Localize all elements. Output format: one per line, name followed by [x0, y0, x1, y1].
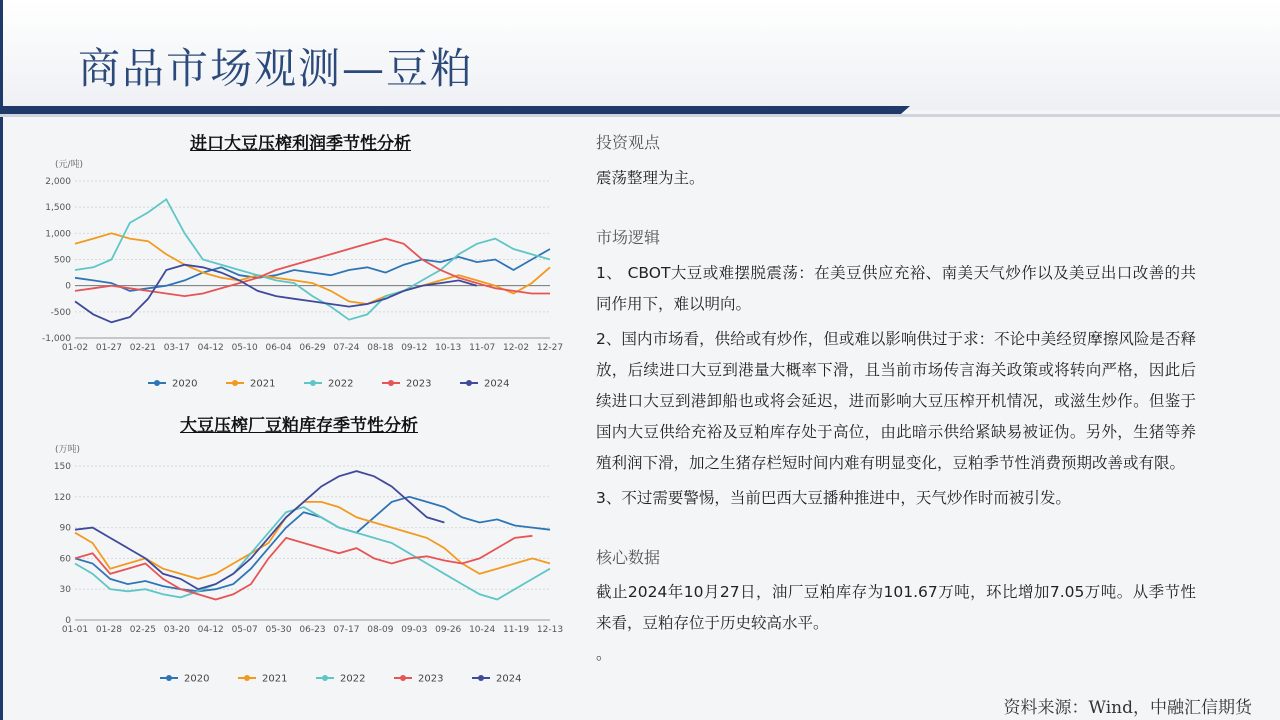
- legend-label-2021: 2021: [262, 673, 288, 685]
- core-data-text: 截止2024年10月27日，油厂豆粕库存为101.67万吨，环比增加7.05万吨。从季节性来看，豆粕存位于历史较高水平。: [596, 583, 1196, 632]
- legend-marker-2024: [466, 380, 472, 386]
- logic-point-3: 3、不过需要警惕，当前巴西大豆播种推进中，天气炒作时而被引发。: [596, 489, 1071, 507]
- legend-label-2023: 2023: [418, 673, 444, 685]
- legend-label-2024: 2024: [484, 378, 510, 390]
- x-tick-label: 11-07: [469, 343, 496, 353]
- x-tick-label: 09-26: [435, 625, 462, 635]
- x-tick-label: 07-17: [333, 625, 360, 635]
- y-tick-label: 0: [65, 281, 71, 292]
- heading-logic: 市场逻辑: [596, 228, 661, 247]
- series-line-2022: [75, 507, 550, 599]
- legend-label-2022: 2022: [328, 378, 354, 390]
- title-underline: [0, 106, 910, 114]
- legend-marker-2020: [166, 675, 172, 681]
- x-tick-label: 10-24: [469, 625, 496, 635]
- y-tick-label: 500: [53, 255, 71, 266]
- source-note: 资料来源：Wind，中融汇信期货: [1003, 698, 1252, 718]
- title-underline-thin: [0, 114, 1280, 117]
- x-tick-label: 05-07: [231, 625, 258, 635]
- legend-marker-2021: [232, 380, 238, 386]
- y-tick-label: 150: [53, 462, 71, 472]
- series-line-2020: [75, 249, 550, 291]
- y-tick-label: 0: [65, 616, 71, 626]
- y-unit-label: (元/吨): [55, 160, 84, 170]
- x-tick-label: 01-28: [95, 625, 123, 635]
- legend-label-2021: 2021: [250, 378, 276, 390]
- y-tick-label: -1,000: [41, 334, 71, 344]
- heading-core-data: 核心数据: [596, 548, 661, 567]
- logic-point-1: 1、 CBOT大豆或难摆脱震荡：在美豆供应充裕、南美天气炒作以及美豆出口改善的共同作用下，难以明向。: [596, 264, 1196, 313]
- x-tick-label: 01-27: [95, 343, 123, 353]
- legend-marker-2022: [310, 380, 316, 386]
- x-tick-label: 06-23: [299, 625, 326, 635]
- legend-label-2020: 2020: [172, 378, 198, 390]
- x-tick-label: 09-12: [401, 343, 428, 353]
- x-tick-label: 06-04: [265, 343, 292, 353]
- legend-marker-2020: [154, 380, 160, 386]
- x-tick-label: 08-18: [367, 343, 394, 353]
- x-tick-label: 12-02: [502, 343, 530, 353]
- x-tick-label: 05-10: [231, 343, 258, 353]
- chart2-meal-inventory: [40, 440, 564, 690]
- y-tick-label: 90: [59, 523, 71, 534]
- x-tick-label: 08-09: [367, 625, 394, 635]
- legend-marker-2024: [478, 675, 484, 681]
- x-tick-label: 01-02: [61, 343, 89, 353]
- x-tick-label: 01-01: [61, 625, 89, 635]
- chart2-title: 大豆压榨厂豆粕库存季节性分析: [180, 416, 418, 436]
- heading-view: 投资观点: [596, 133, 661, 152]
- legend-label-2024: 2024: [496, 673, 522, 685]
- x-tick-label: 07-24: [333, 343, 360, 353]
- legend-label-2020: 2020: [184, 673, 210, 685]
- x-tick-label: 12-27: [536, 343, 564, 353]
- y-tick-label: 30: [59, 585, 71, 596]
- x-tick-label: 11-19: [502, 625, 530, 635]
- y-tick-label: -500: [50, 307, 71, 318]
- series-line-2021: [75, 502, 550, 579]
- series-line-2020: [75, 497, 550, 592]
- y-tick-label: 1,500: [45, 203, 71, 214]
- series-line-2024: [75, 265, 477, 323]
- slide-title: 商品市场观测—豆粕: [78, 44, 475, 93]
- y-tick-label: 2,000: [45, 177, 71, 187]
- y-tick-label: 60: [59, 554, 71, 565]
- chart1-title: 进口大豆压榨利润季节性分析: [190, 134, 411, 154]
- legend-label-2022: 2022: [340, 673, 366, 685]
- x-tick-label: 12-13: [536, 625, 564, 635]
- x-tick-label: 09-03: [401, 625, 428, 635]
- x-tick-label: 03-17: [163, 343, 190, 353]
- series-line-2023: [75, 239, 550, 297]
- legend-marker-2023: [400, 675, 406, 681]
- core-data-tail: 。: [596, 645, 612, 663]
- y-tick-label: 120: [53, 492, 71, 503]
- y-tick-label: 1,000: [45, 229, 71, 240]
- x-tick-label: 04-12: [197, 625, 224, 635]
- legend-marker-2021: [244, 675, 250, 681]
- legend-marker-2023: [388, 380, 394, 386]
- logic-point-2: 2、国内市场看，供给或有炒作，但或难以影响供过于求：不论中美经贸摩擦风险是否释放，后续进口大豆到港量大概率下滑，且当前市场传言海关政策或将转向严格，因此后续进口大豆到港卸船也或将会延迟，进而影响大豆压榨开机情况，或滋生炒作。但鉴于国内大豆供给充裕及豆粕库存处于高位，由此暗示供给紧缺易被证伪。另外，生猪等养殖利润下滑，加之生猪存栏短时间内难有明显变化，豆粕季节性消费预期改善或有限。: [596, 330, 1196, 472]
- x-tick-label: 10-13: [435, 343, 462, 353]
- x-tick-label: 06-29: [299, 343, 326, 353]
- y-unit-label: (万吨): [55, 445, 81, 455]
- x-tick-label: 05-30: [265, 625, 292, 635]
- legend-label-2023: 2023: [406, 378, 432, 390]
- x-tick-label: 02-21: [129, 343, 156, 353]
- commentary-panel: [596, 127, 1196, 670]
- view-text: 震荡整理为主。: [596, 169, 705, 187]
- x-tick-label: 02-25: [129, 625, 156, 635]
- legend-marker-2022: [322, 675, 328, 681]
- chart1-crush-margin: [40, 155, 564, 400]
- x-tick-label: 03-20: [163, 625, 190, 635]
- x-tick-label: 04-12: [197, 343, 224, 353]
